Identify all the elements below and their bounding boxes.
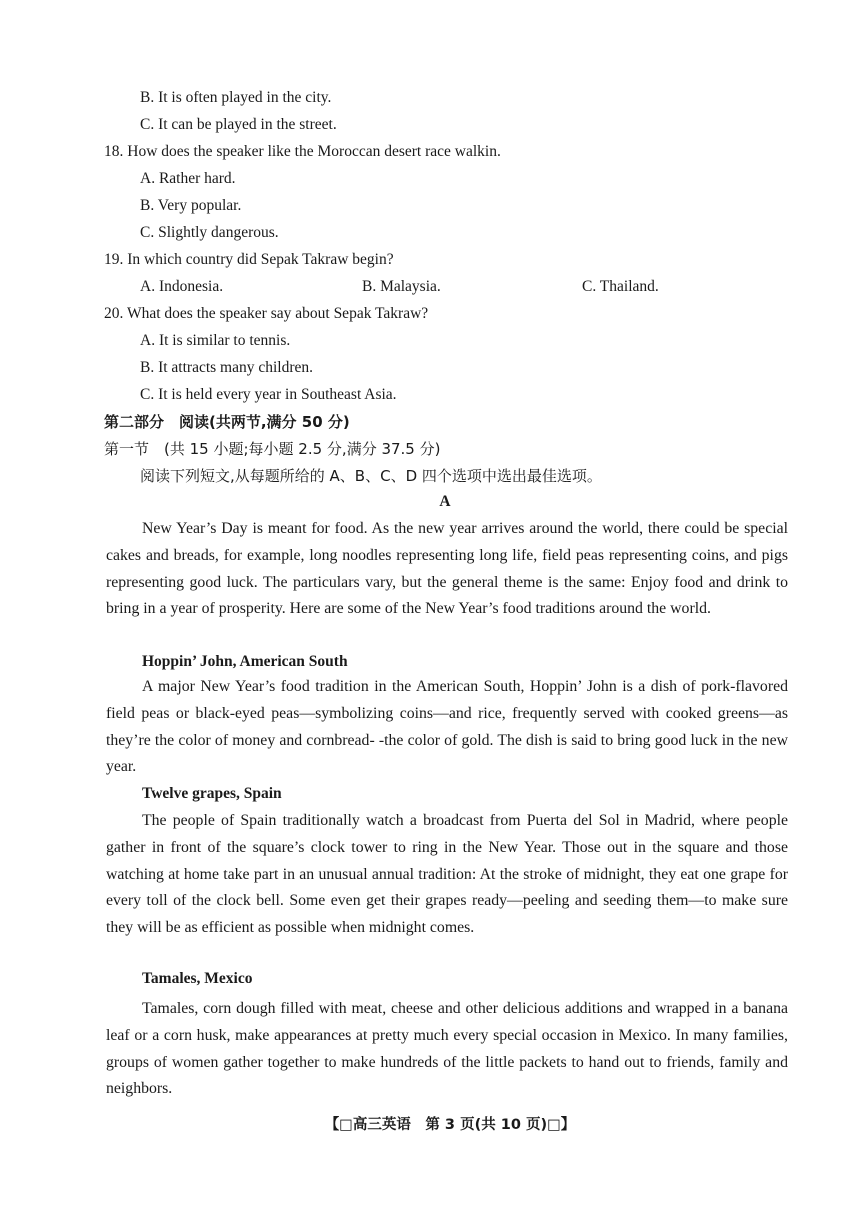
q20-option-b: B. It attracts many children. xyxy=(140,359,314,376)
instruction: 阅读下列短文,从每题所给的 A、B、C、D 四个选项中选出最佳选项。 xyxy=(140,467,602,485)
q18-option-b: B. Very popular. xyxy=(140,197,242,214)
hoppin-john-paragraph: A major New Year’s food tradition in the American South, Hoppin’ John is a dish of pork-flavored field peas or black-eyed peas—symbolizing coins—and rice, frequently served with cooked greens—as they’re the color of money and cornbread- -the color of gold. The dish is said to bring good luck in the new year. xyxy=(106,678,788,776)
passage-label: A xyxy=(439,493,451,510)
passage-intro xyxy=(106,516,788,623)
subsection-title: 第一节 (共 15 小题;每小题 2.5 分,满分 37.5 分) xyxy=(104,440,441,458)
heading-twelve-grapes: Twelve grapes, Spain xyxy=(142,785,282,802)
part-title: 第二部分 阅读(共两节,满分 50 分) xyxy=(104,413,350,431)
passage-section-3 xyxy=(106,996,788,1103)
q20-option-a: A. It is similar to tennis. xyxy=(140,332,291,349)
q19-option-b: B. Malaysia. xyxy=(362,278,441,295)
q20-stem: 20. What does the speaker say about Sepak Takraw? xyxy=(104,305,429,322)
q20-option-c: C. It is held every year in Southeast Asia. xyxy=(140,386,397,403)
page-footer: 【□高三英语 第 3 页(共 10 页)□】 xyxy=(324,1117,576,1133)
passage-section-2 xyxy=(106,808,788,942)
q18-option-a: A. Rather hard. xyxy=(140,170,236,187)
q17-option-b: B. It is often played in the city. xyxy=(140,89,332,106)
q19-option-c: C. Thailand. xyxy=(582,278,659,295)
twelve-grapes-paragraph: The people of Spain traditionally watch a broadcast from Puerta del Sol in Madrid, where people gather in front of the square’s clock tower to ring in the New Year. Those out in the square and those watching at home take part in an unusual annual tradition: At the stroke of midnight, they eat one grape for every toll of the clock bell. Some even get their grapes ready—peeling and seeding them—to make sure they will be as efficient as possible when midnight comes. xyxy=(106,812,788,937)
q18-stem: 18. How does the speaker like the Moroccan desert race walkin. xyxy=(104,143,501,160)
q17-option-c: C. It can be played in the street. xyxy=(140,116,337,133)
q19-stem: 19. In which country did Sepak Takraw begin? xyxy=(104,251,394,268)
q18-option-c: C. Slightly dangerous. xyxy=(140,224,279,241)
passage-section-1 xyxy=(106,674,788,781)
tamales-paragraph: Tamales, corn dough filled with meat, cheese and other delicious additions and wrapped in a banana leaf or a corn husk, make appearances at pretty much every special occasion in Mexico. In many families, groups of women gather together to make hundreds of the little packets to hand out to friends, family and neighbors. xyxy=(106,1000,788,1098)
q19-option-a: A. Indonesia. xyxy=(140,278,224,295)
heading-tamales: Tamales, Mexico xyxy=(142,970,253,987)
heading-hoppin-john: Hoppin’ John, American South xyxy=(142,653,348,670)
intro-paragraph: New Year’s Day is meant for food. As the new year arrives around the world, there could be special cakes and breads, for example, long noodles representing long life, field peas representing coins, and pigs representing good luck. The particulars vary, but the general theme is the same: Enjoy food and drink to bring in a year of prosperity. Here are some of the New Year’s food traditions around the world. xyxy=(106,520,788,618)
